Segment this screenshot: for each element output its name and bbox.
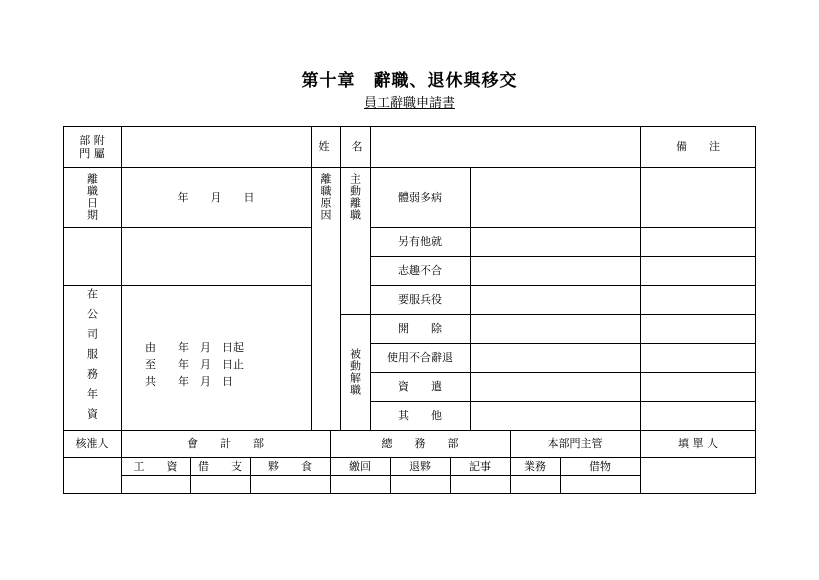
notes-label: 記事 (469, 459, 491, 473)
voluntary-label: 主動離職 (348, 173, 362, 221)
reason-item: 開 除 (398, 322, 442, 335)
remarks-label: 備 注 (676, 140, 720, 153)
withdraw-meals-label: 退夥 (409, 459, 431, 473)
reason-item: 另有他就 (398, 235, 442, 248)
accounting-label: 會 計 部 (187, 437, 264, 450)
resign-date-field[interactable]: 年 月 日 (177, 190, 255, 204)
reason-label: 離職原因 (319, 173, 332, 221)
resign-date-label: 離職日期 (85, 173, 99, 221)
wages-label: 工 資 (133, 459, 178, 473)
form-title: 員工辭職申請書 (363, 96, 455, 111)
reason-item: 使用不合辭退 (387, 351, 453, 364)
department-field[interactable] (121, 126, 311, 167)
service-total: 共 年 月 日 (145, 375, 233, 388)
name-label: 姓 名 (318, 140, 363, 153)
name-field[interactable] (370, 126, 640, 167)
service-to: 至 年 月 日止 (145, 358, 244, 371)
department-label: 部 附 門 屬 (79, 133, 105, 160)
business-label: 業務 (524, 459, 546, 473)
page-title: 第十章 辭職、退休與移交 (301, 71, 518, 91)
reason-item: 資 遣 (398, 380, 442, 393)
reason-item: 要服兵役 (398, 293, 442, 306)
reason-item: 體弱多病 (398, 190, 442, 204)
approver-label: 核准人 (75, 437, 109, 450)
advance-label: 借 支 (198, 459, 242, 473)
service-years-label: 在公司服務年資 (85, 287, 99, 428)
passive-label: 被動解職 (348, 348, 362, 396)
reason-item: 志趣不合 (398, 264, 442, 277)
borrowed-items-label: 借物 (589, 459, 611, 473)
return-label: 繳回 (349, 459, 371, 473)
reason-checkbox[interactable] (470, 167, 640, 227)
meals-label: 夥 食 (268, 459, 312, 473)
general-affairs-label: 總 務 部 (381, 437, 459, 450)
service-from: 由 年 月 日起 (145, 341, 244, 354)
filler-label: 填 單 人 (678, 437, 718, 450)
reason-item: 其 他 (398, 409, 442, 422)
dept-head-label: 本部門主管 (547, 437, 603, 450)
